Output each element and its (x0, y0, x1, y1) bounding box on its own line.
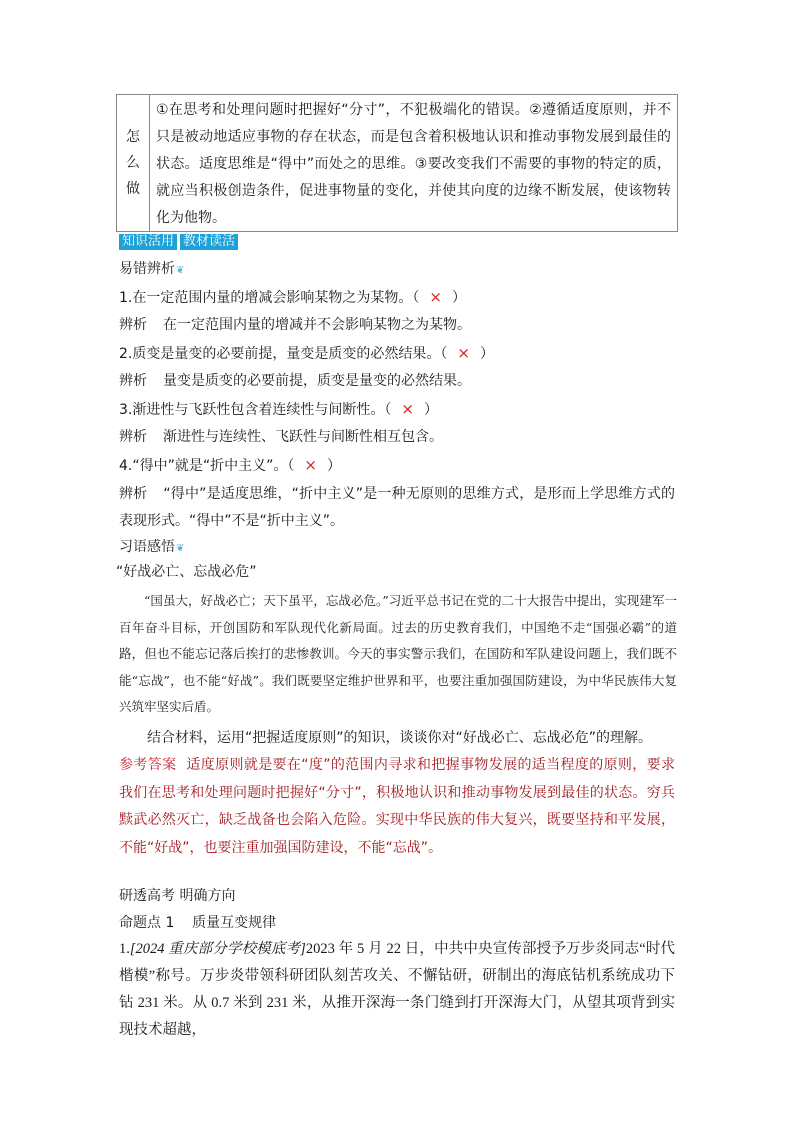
statement: 3.渐进性与飞跃性包含着连续性与间断性。（ (119, 402, 392, 418)
yicuo-explain-1 (119, 315, 471, 335)
paren-close: ） (423, 402, 438, 418)
yicuo-item-2 (119, 343, 494, 364)
leaf-icon: ❦ (176, 265, 185, 276)
explain-label: 辨析 (119, 317, 147, 333)
cross-mark-icon: × (429, 288, 442, 306)
yicuo-item-3 (119, 399, 438, 420)
statement: 4.“得中”就是“折中主义”。（ (119, 458, 295, 474)
reference-answer (119, 752, 675, 862)
cross-mark-icon: × (457, 344, 470, 362)
table-content: ①在思考和处理问题时把握好“分寸”，不犯极端化的错误。②遵循适度原则，并不只是被动地适应事物的存在状态，而是包含着积极地认识和推动事物发展到最佳的状态。适度思维是“得中”而处之的思维。③要改变我们不需要的事物的特定的质，就应当积极创造条件，促进事物量的变化，并使其向度的边缘不断发展，使该物转化为他物。 (156, 102, 671, 226)
topic-heading: 命题点 1 质量互变规律 (119, 915, 277, 931)
explain-label: 辨析 (119, 429, 147, 445)
yicuo-explain-2 (119, 371, 471, 391)
leaf-icon: ❦ (176, 543, 185, 554)
explain-text: 在一定范围内量的增减并不会影响某物之为某物。 (163, 317, 471, 333)
xiyu-heading (119, 537, 184, 559)
tag-knowledge-use: 知识活用 (119, 234, 177, 250)
xiyu-heading-text: 习语感悟 (119, 539, 175, 555)
question-text: 2023 年 5 月 22 日，中共中央宣传部授予万步炎同志“时代楷模”称号。万步炎带领科研团队刻苦攻关、不懈钻研，研制出的海底钻机系统成功下钻 231 米。从 0.7 米到 231 米，从推开深海一条门缝到打开深海大门，从望其项背到实现技术超越， (119, 941, 675, 1038)
explain-text: 渐进性与连续性、飞跃性与间断性相互包含。 (163, 429, 443, 445)
section-tags (119, 234, 238, 250)
paren-close: ） (479, 346, 494, 362)
yicuo-explain-4 (119, 481, 675, 535)
statement: 1.在一定范围内量的增减会影响某物之为某物。（ (119, 290, 420, 306)
answer-label: 参考答案 (119, 757, 177, 773)
table-label-char: 做 (126, 181, 140, 197)
table-label-char: 怎 (126, 129, 140, 145)
tag-textbook-reading: 教材读活 (180, 234, 238, 250)
yicuo-heading (119, 259, 184, 281)
question-number: 1. (119, 941, 130, 957)
xiyu-question: 结合材料，运用“把握适度原则”的知识，谈谈你对“好战必亡、忘战必危”的理解。 (147, 730, 653, 746)
answer-text: 适度原则就是要在“度”的范围内寻求和把握事物发展的适当程度的原则，要求我们在思考和处理问题时把握好“分寸”，积极地认识和推动事物发展到最佳的状态。穷兵黩武必然灭亡，缺乏战备也会陷入危险。实现中华民族的伟大复兴，既要坚持和平发展，不能“好战”，也要注重加强国防建设，不能“忘战”。 (119, 757, 675, 856)
section-heading: 研透高考 明确方向 (119, 888, 236, 904)
explain-text: 量变是质变的必要前提，质变是量变的必然结果。 (163, 373, 471, 389)
table-label-char: 么 (126, 155, 140, 171)
yicuo-explain-3 (119, 427, 443, 447)
yicuo-heading-text: 易错辨析 (119, 261, 175, 277)
question-source: [2024 重庆部分学校模底考] (129, 941, 306, 957)
question-1 (119, 936, 675, 1044)
explain-label: 辨析 (119, 373, 147, 389)
yicuo-item-4 (119, 455, 341, 476)
table-label (117, 95, 150, 231)
explain-label: 辨析 (119, 486, 148, 502)
xiyu-quote: “国虽大，好战必亡；天下虽平，忘战必危。”习近平总书记在党的二十大报告中提出，实现建军一百年奋斗目标，开创国防和军队现代化新局面。过去的历史教育我们，中国绝不走“国强必霸”的道路，但也不能忘记落后挨打的悲惨教训。今天的事实警示我们，在国防和军队建设问题上，我们既不能“忘战”，也不能“好战”。我们既要坚定维护世界和平，也要注重加强国防建设，为中华民族伟大复兴筑牢坚实后盾。 (119, 593, 677, 714)
yicuo-item-1 (119, 287, 466, 308)
cross-mark-icon: × (304, 456, 317, 474)
statement: 2.质变是量变的必要前提，量变是质变的必然结果。（ (119, 346, 448, 362)
paren-close: ） (451, 290, 466, 306)
xiyu-title: “好战必亡、忘战必危” (116, 564, 257, 580)
explain-text: “得中”是适度思维，“折中主义”是一种无原则的思维方式，是形而上学思维方式的表现形式。“得中”不是“折中主义”。 (119, 486, 675, 529)
method-table (116, 94, 678, 232)
paren-close: ） (326, 458, 341, 474)
cross-mark-icon: × (401, 400, 414, 418)
